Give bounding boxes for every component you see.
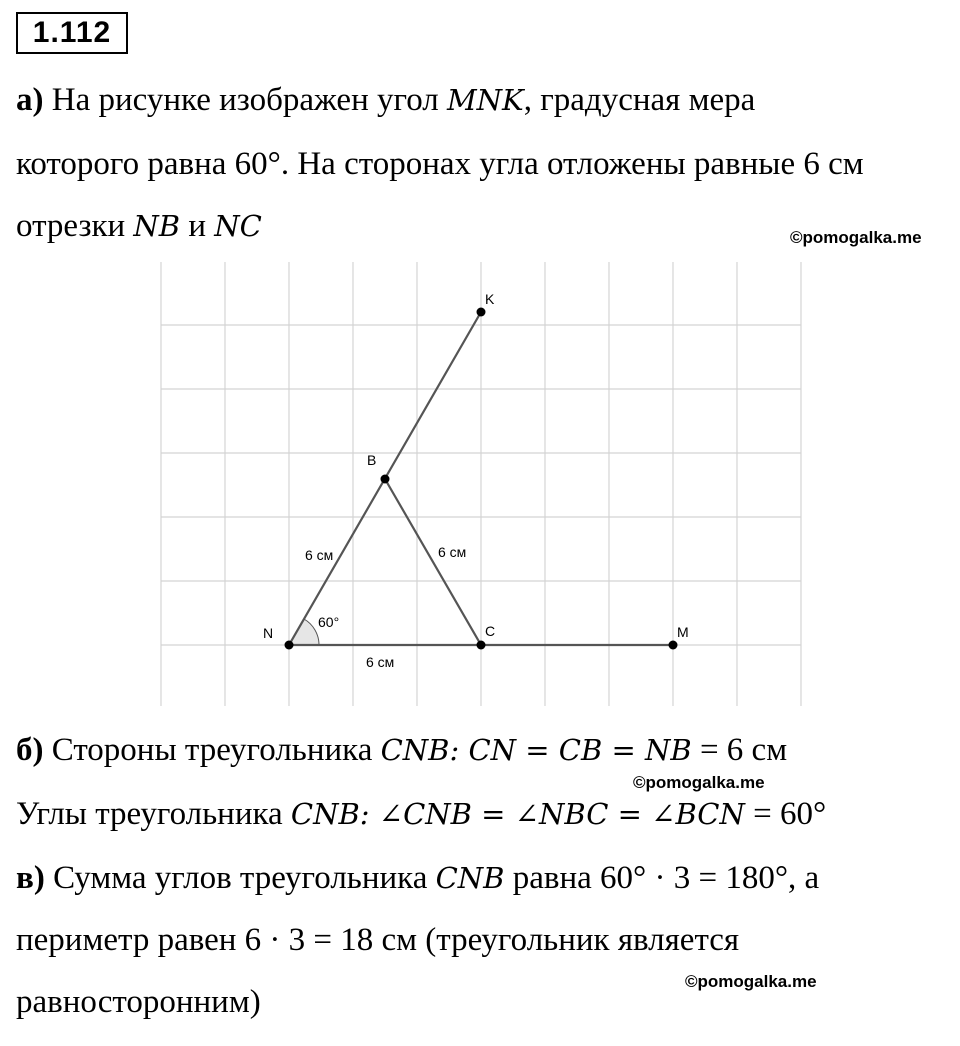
- label-c: C: [485, 623, 496, 639]
- point-c: [477, 641, 486, 650]
- part-b-text-3: Углы треугольника: [16, 796, 291, 832]
- point-b: [381, 475, 390, 484]
- part-b-text-2: = 6 см: [691, 732, 788, 768]
- grid: [161, 262, 801, 706]
- problem-number: 1.112: [16, 12, 128, 54]
- part-b-text-4: = 60°: [744, 796, 827, 832]
- part-a-text-2: , градусная мера: [523, 82, 756, 118]
- point-n: [285, 641, 294, 650]
- angle-arc-60: [289, 619, 319, 645]
- label-nc-length: 6 см: [366, 654, 395, 670]
- triangle-name-cnb: CNB: [380, 733, 450, 767]
- part-a-text-4: и: [180, 208, 215, 244]
- part-b-line-2: [16, 794, 826, 834]
- part-c-text-1: Сумма углов треугольника: [44, 860, 436, 896]
- point-m: [669, 641, 678, 650]
- part-b-text-1: Стороны треугольника: [43, 732, 381, 768]
- angle-label: 60°: [318, 614, 340, 630]
- label-b: B: [367, 452, 377, 468]
- triangle-name-cnb-2: CNB: [290, 797, 360, 831]
- part-c-text-2: равна 60° · 3 = 180°, а: [504, 860, 820, 896]
- angles-equation: : ∠CNB = ∠NBC = ∠BCN: [359, 797, 745, 831]
- part-a-text-3: отрезки: [16, 208, 134, 244]
- part-c-line-3: равносторонним): [16, 984, 261, 1020]
- segment-nc: NC: [214, 209, 262, 243]
- part-b-line-1: [16, 730, 787, 770]
- triangle-name-cnb-3: CNB: [435, 861, 505, 895]
- label-k: K: [485, 291, 495, 307]
- segment-nb: NB: [133, 209, 181, 243]
- part-a-marker: а): [16, 82, 44, 118]
- watermark-1: ©pomogalka.me: [790, 228, 922, 247]
- part-a-line-2: которого равна 60°. На сторонах угла отложены равные 6 см: [16, 146, 864, 182]
- label-n: N: [263, 625, 274, 641]
- label-nb-length: 6 см: [305, 547, 334, 563]
- part-a-text-1: На рисунке изображен угол: [43, 82, 447, 118]
- sides-equation: : CN = CB = NB: [449, 733, 692, 767]
- point-k: [477, 308, 486, 317]
- segment-bc: [385, 479, 481, 645]
- angle-name-mnk: MNK: [446, 83, 524, 117]
- part-c-line-1: [16, 858, 819, 898]
- part-c-line-2: периметр равен 6 · 3 = 18 см (треугольник является: [16, 922, 740, 958]
- label-m: M: [677, 624, 689, 640]
- label-bc-length: 6 см: [438, 544, 467, 560]
- watermark-2: ©pomogalka.me: [633, 773, 765, 792]
- watermark-3: ©pomogalka.me: [685, 972, 817, 991]
- part-b-marker: б): [16, 732, 44, 768]
- part-c-marker: в): [16, 860, 45, 896]
